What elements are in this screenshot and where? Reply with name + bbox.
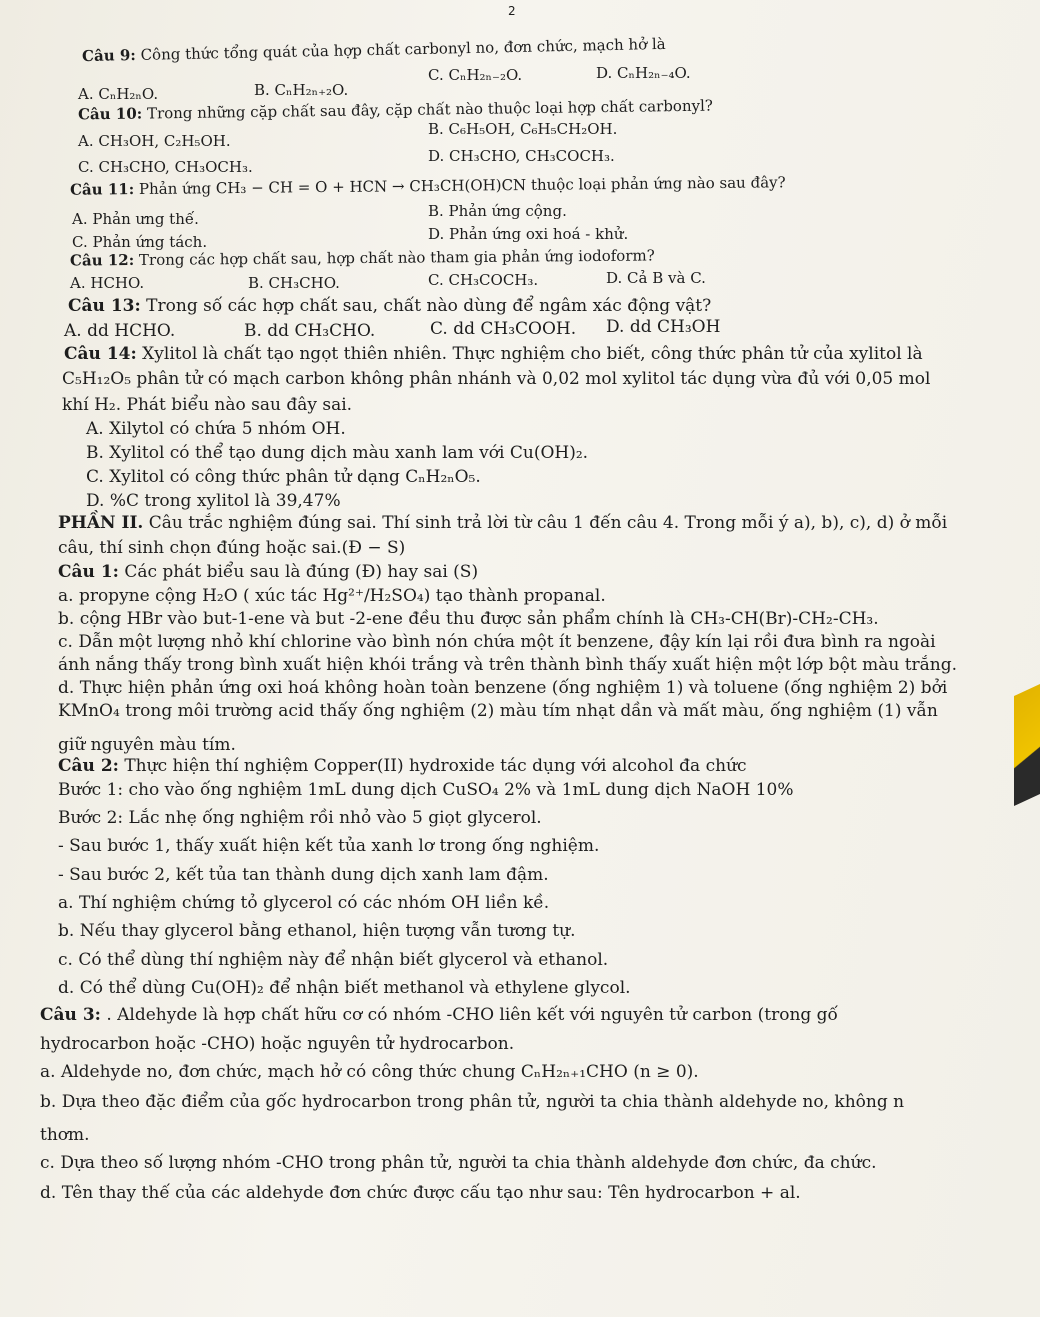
part-2-question-2-observation-1: - Sau bước 1, thấy xuất hiện kết tủa xanh lơ trong ống nghiệm. <box>58 836 600 856</box>
label-emphasis: PHẦN II. <box>58 513 144 533</box>
question-14-option-a: A. Xilytol có chứa 5 nhóm OH. <box>86 419 346 439</box>
part-2-question-1-c-2: ánh nắng thấy trong bình xuất hiện khói trắng và trên thành bình thấy xuất hiện một lớp bột màu trắng. <box>58 655 958 675</box>
question-10-option-b: B. C₆H₅OH, C₆H₅CH₂OH. <box>428 120 618 138</box>
part-2-question-2-b: b. Nếu thay glycerol bằng ethanol, hiện tượng vẫn tương tự. <box>58 921 576 941</box>
part-2-question-1-stem: Câu 1: Các phát biểu sau là đúng (Đ) hay sai (S) <box>58 562 479 582</box>
question-12-option-d: D. Cả B và C. <box>606 269 706 287</box>
part-2-question-2-d: d. Có thể dùng Cu(OH)₂ để nhận biết methanol và ethylene glycol. <box>58 978 631 998</box>
label-emphasis: Câu 10: <box>77 104 143 124</box>
part-2-question-3-stem-2: hydrocarbon hoặc -CHO) hoặc nguyên tử hydrocarbon. <box>40 1034 515 1054</box>
question-13-option-a: A. dd HCHO. <box>64 321 176 341</box>
label-emphasis: Câu 13: <box>68 296 141 316</box>
question-14-option-b: B. Xylitol có thể tạo dung dịch màu xanh lam với Cu(OH)₂. <box>86 443 589 463</box>
question-9-option-d: D. CₙH₂ₙ₋₄O. <box>596 64 691 82</box>
question-11-option-d: D. Phản ứng oxi hoá - khử. <box>428 225 629 243</box>
part-2-question-3-c: c. Dựa theo số lượng nhóm -CHO trong phân tử, người ta chia thành aldehyde đơn chức, đa chức. <box>40 1153 877 1173</box>
question-14-stem-1: Câu 14: Xylitol là chất tạo ngọt thiên nhiên. Thực nghiệm cho biết, công thức phân tử của xylitol là <box>64 344 923 364</box>
part-2-question-1-d-1: d. Thực hiện phản ứng oxi hoá không hoàn toàn benzene (ống nghiệm 1) và toluene (ống nghiệm 2) bởi <box>58 678 948 698</box>
label-emphasis: Câu 9: <box>81 45 137 66</box>
question-10-option-c: C. CH₃CHO, CH₃OCH₃. <box>78 158 253 176</box>
question-9-stem: Câu 9: Công thức tổng quát của hợp chất carbonyl no, đơn chức, mạch hở là <box>81 34 666 66</box>
question-14-option-c: C. Xylitol có công thức phân tử dạng CₙH₂ₙO₅. <box>86 467 481 487</box>
question-12-stem: Câu 12: Trong các hợp chất sau, hợp chất nào tham gia phản ứng iodoform? <box>69 246 655 270</box>
question-12-option-c: C. CH₃COCH₃. <box>428 271 539 289</box>
label-emphasis: Câu 1: <box>58 562 119 582</box>
label-emphasis: Câu 2: <box>58 756 119 776</box>
question-14-stem-3: khí H₂. Phát biểu nào sau đây sai. <box>62 395 353 415</box>
label-emphasis: Câu 3: <box>40 1005 101 1025</box>
pencil-decoration <box>1014 684 1040 806</box>
question-10-stem: Câu 10: Trong những cặp chất sau đây, cặp chất nào thuộc loại hợp chất carbonyl? <box>77 96 714 124</box>
question-14-option-d: D. %C trong xylitol là 39,47% <box>86 491 341 511</box>
part-2-question-3-d: d. Tên thay thế của các aldehyde đơn chức được cấu tạo như sau: Tên hydrocarbon + al. <box>40 1183 801 1203</box>
part-2-question-2-step-1: Bước 1: cho vào ống nghiệm 1mL dung dịch CuSO₄ 2% và 1mL dung dịch NaOH 10% <box>58 780 794 800</box>
part-2-question-2-observation-2: - Sau bước 2, kết tủa tan thành dung dịch xanh lam đậm. <box>58 865 549 885</box>
part-2-question-1-d-3: giữ nguyên màu tím. <box>58 735 236 755</box>
question-10-option-a: A. CH₃OH, C₂H₅OH. <box>78 132 231 150</box>
question-13-option-d: D. dd CH₃OH <box>606 317 721 337</box>
question-9-option-c: C. CₙH₂ₙ₋₂O. <box>428 66 523 84</box>
question-12-option-b: B. CH₃CHO. <box>248 274 340 292</box>
label-emphasis: Câu 12: <box>69 250 135 270</box>
question-9-option-a: A. CₙH₂ₙO. <box>78 85 159 103</box>
page-number: 2 <box>508 4 516 18</box>
question-13-stem: Câu 13: Trong số các hợp chất sau, chất nào dùng để ngâm xác động vật? <box>68 296 712 316</box>
label-emphasis: Câu 11: <box>69 180 135 199</box>
question-13-option-b: B. dd CH₃CHO. <box>244 321 376 341</box>
part-2-question-3-stem-1: Câu 3: . Aldehyde là hợp chất hữu cơ có nhóm -CHO liên kết với nguyên tử carbon (trong gố <box>40 1005 838 1025</box>
part-2-question-1-c-1: c. Dẫn một lượng nhỏ khí chlorine vào bình nón chứa một ít benzene, đậy kín lại rồi đưa bình ra ngoài <box>58 632 936 652</box>
question-9-option-b: B. CₙH₂ₙ₊₂O. <box>254 81 349 99</box>
label-emphasis: Câu 14: <box>64 344 137 364</box>
question-12-option-a: A. HCHO. <box>70 274 145 292</box>
question-13-option-c: C. dd CH₃COOH. <box>430 319 577 339</box>
part-2-instruction: câu, thí sinh chọn đúng hoặc sai.(Đ − S) <box>58 538 406 558</box>
part-2-question-2-stem: Câu 2: Thực hiện thí nghiệm Copper(II) hydroxide tác dụng với alcohol đa chức <box>58 756 747 776</box>
part-2-question-2-step-2: Bước 2: Lắc nhẹ ống nghiệm rồi nhỏ vào 5 giọt glycerol. <box>58 808 542 828</box>
question-11-option-b: B. Phản ứng cộng. <box>428 202 567 220</box>
part-2-heading: PHẦN II. Câu trắc nghiệm đúng sai. Thí sinh trả lời từ câu 1 đến câu 4. Trong mỗi ý a), b), c), d) ở mỗi <box>58 513 948 533</box>
part-2-question-2-c: c. Có thể dùng thí nghiệm này để nhận biết glycerol và ethanol. <box>58 950 609 970</box>
question-10-option-d: D. CH₃CHO, CH₃COCH₃. <box>428 147 615 165</box>
question-14-stem-2: C₅H₁₂O₅ phân tử có mạch carbon không phân nhánh và 0,02 mol xylitol tác dụng vừa đủ với 0,05 mol <box>62 369 931 389</box>
part-2-question-2-a: a. Thí nghiệm chứng tỏ glycerol có các nhóm OH liền kề. <box>58 893 550 913</box>
question-11-option-c: C. Phản ứng tách. <box>72 233 208 251</box>
question-11-stem: Câu 11: Phản ứng CH₃ − CH = O + HCN → CH₃CH(OH)CN thuộc loại phản ứng nào sau đây? <box>69 173 786 199</box>
part-2-question-1-b: b. cộng HBr vào but-1-ene và but -2-ene đều thu được sản phẩm chính là CH₃-CH(Br)-CH₂-CH₃. <box>58 609 879 629</box>
part-2-question-3-b-1: b. Dựa theo đặc điểm của gốc hydrocarbon trong phân tử, người ta chia thành aldehyde no, không n <box>40 1092 905 1112</box>
part-2-question-1-d-2: KMnO₄ trong môi trường acid thấy ống nghiệm (2) màu tím nhạt dần và mất màu, ống nghiệm (1) vẫn <box>58 701 938 721</box>
part-2-question-3-a: a. Aldehyde no, đơn chức, mạch hở có công thức chung CₙH₂ₙ₊₁CHO (n ≥ 0). <box>40 1062 699 1082</box>
part-2-question-1-a: a. propyne cộng H₂O ( xúc tác Hg²⁺/H₂SO₄) tạo thành propanal. <box>58 586 606 606</box>
question-11-option-a: A. Phản ưng thế. <box>72 210 199 228</box>
part-2-question-3-b-2: thơm. <box>40 1125 90 1145</box>
